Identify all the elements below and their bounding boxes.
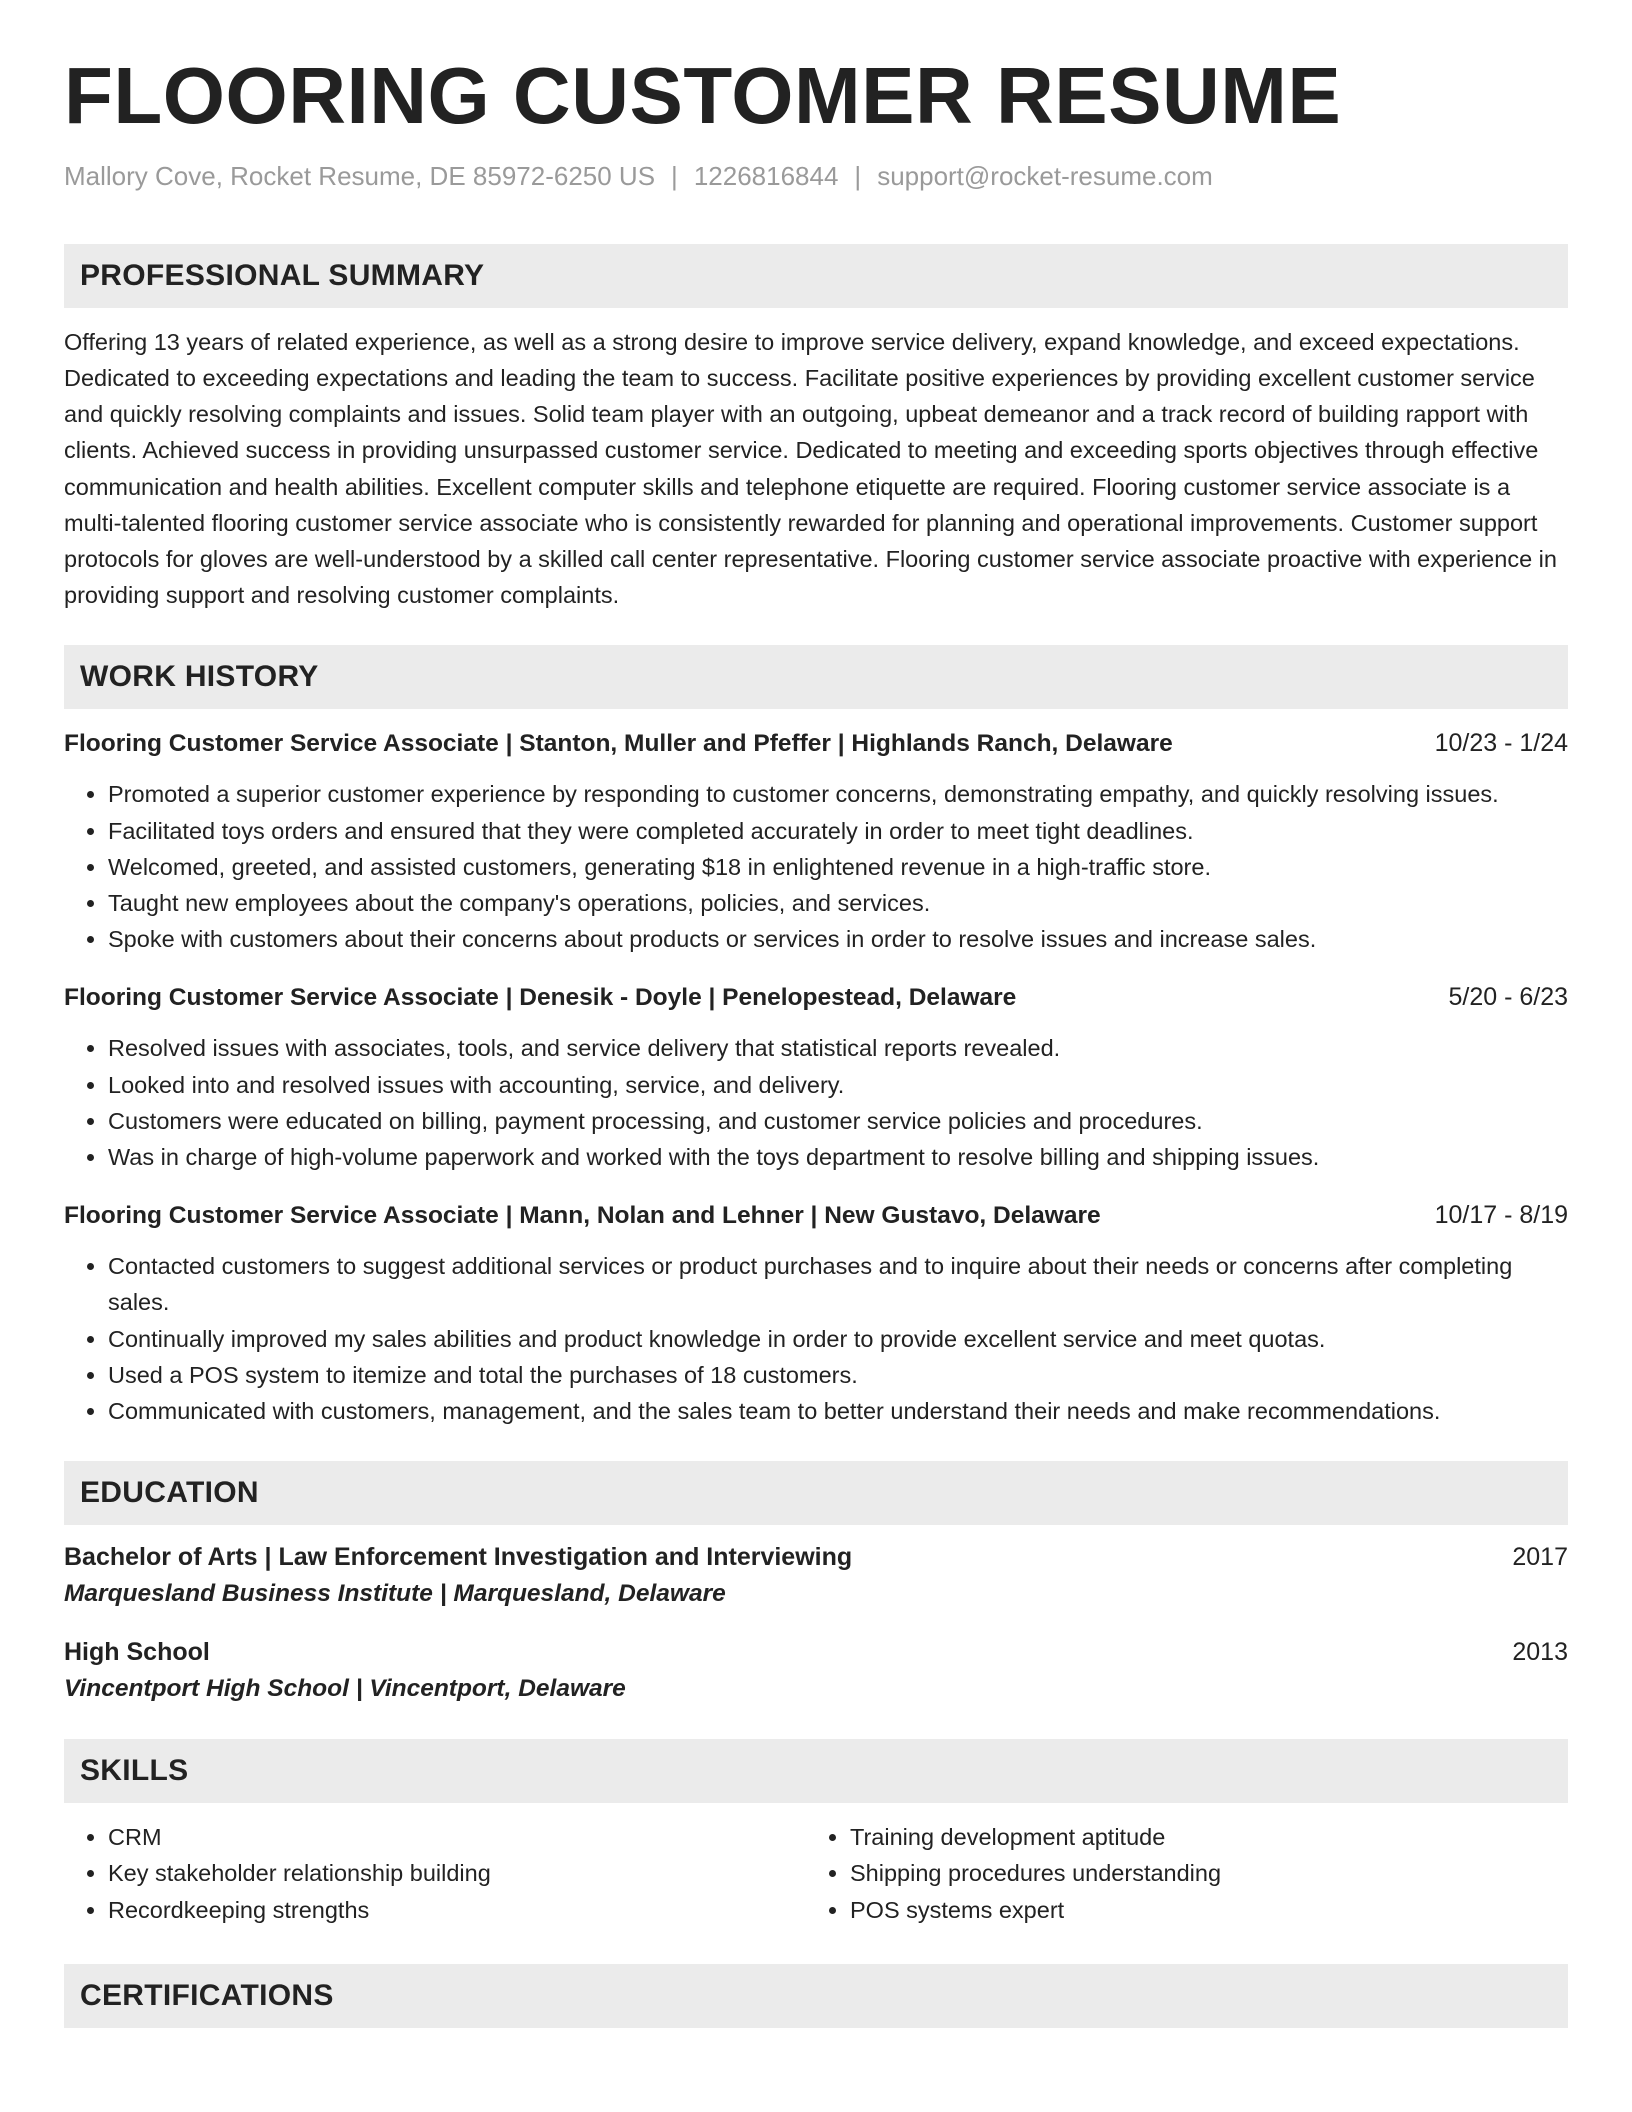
job-bullet: • Promoted a superior customer experience by responding to customer concerns, demonstrating empathy, and quickly resolving issues. (108, 776, 1568, 812)
job-bullet: • Facilitated toys orders and ensured that they were completed accurately in order to meet tight deadlines. (108, 813, 1568, 849)
contact-separator: | (854, 161, 862, 191)
education-degree: Bachelor of Arts | Law Enforcement Investigation and Interviewing (64, 1543, 853, 1572)
job-bullet: • Communicated with customers, management, and the sales team to better understand their needs and make recommendations. (108, 1393, 1568, 1429)
education-school: Marquesland Business Institute | Marquesland, Delaware (64, 1580, 726, 1608)
education-degree: High School (64, 1638, 210, 1667)
job-entry (64, 729, 1568, 957)
skill-item: • Training development aptitude (850, 1819, 1548, 1855)
education-header (64, 1638, 1568, 1667)
section-header-skills: SKILLS (64, 1739, 1568, 1803)
job-bullet: • Contacted customers to suggest additional services or product purchases and to inquire about their needs or concerns after completing sales. (108, 1248, 1568, 1320)
job-entry (64, 1201, 1568, 1429)
education-header (64, 1543, 1568, 1572)
resume-title: FLOORING CUSTOMER RESUME (64, 51, 1342, 140)
job-bullets (64, 1030, 1568, 1175)
job-bullet: • Looked into and resolved issues with accounting, service, and delivery. (108, 1067, 1568, 1103)
job-bullet: • Customers were educated on billing, payment processing, and customer service policies and procedures. (108, 1103, 1568, 1139)
job-header (64, 729, 1568, 758)
skill-item: • POS systems expert (850, 1892, 1548, 1928)
skills-list (64, 1819, 806, 1928)
skills-list (806, 1819, 1548, 1928)
job-bullet: • Resolved issues with associates, tools, and service delivery that statistical reports revealed. (108, 1030, 1568, 1066)
job-dates: 10/23 - 1/24 (1434, 729, 1568, 758)
skill-item: • Shipping procedures understanding (850, 1855, 1548, 1891)
contact-address: Mallory Cove, Rocket Resume, DE 85972-6250 US (64, 161, 656, 191)
education-entry (64, 1638, 1568, 1703)
skill-item: • Recordkeeping strengths (108, 1892, 806, 1928)
skill-item: • Key stakeholder relationship building (108, 1855, 806, 1891)
job-bullets (64, 776, 1568, 957)
job-header (64, 1201, 1568, 1230)
job-bullet: • Spoke with customers about their concerns about products or services in order to resolve issues and increase sales. (108, 921, 1568, 957)
skills-column-right (806, 1819, 1548, 1928)
job-bullet: • Continually improved my sales abilities and product knowledge in order to provide excellent service and meet quotas. (108, 1321, 1568, 1357)
job-entry (64, 983, 1568, 1175)
job-dates: 5/20 - 6/23 (1448, 983, 1568, 1012)
job-bullet: • Welcomed, greeted, and assisted customers, generating $18 in enlightened revenue in a high-traffic store. (108, 849, 1568, 885)
skills-column-left (64, 1819, 806, 1928)
job-bullet: • Used a POS system to itemize and total the purchases of 18 customers. (108, 1357, 1568, 1393)
section-header-education: EDUCATION (64, 1461, 1568, 1525)
contact-separator: | (671, 161, 678, 191)
contact-email: support@rocket-resume.com (877, 161, 1213, 191)
skill-item: • CRM (108, 1819, 806, 1855)
job-title: Flooring Customer Service Associate | Mann, Nolan and Lehner | New Gustavo, Delaware (64, 1202, 1101, 1230)
job-header (64, 983, 1568, 1012)
section-header-summary: PROFESSIONAL SUMMARY (64, 244, 1568, 308)
job-bullets (64, 1248, 1568, 1429)
section-header-certifications: CERTIFICATIONS (64, 1964, 1568, 2028)
skills-grid (64, 1819, 1568, 1928)
contact-line (64, 160, 1568, 194)
job-bullet: • Was in charge of high-volume paperwork and worked with the toys department to resolve billing and shipping issues. (108, 1139, 1568, 1175)
education-year: 2013 (1512, 1638, 1568, 1667)
education-entry (64, 1543, 1568, 1608)
summary-paragraph: Offering 13 years of related experience, as well as a strong desire to improve service delivery, expand knowledge, and exceed expectations. Dedicated to exceeding expectations and leading the team to success. Facilitate positive experiences by providing excellent customer service and quickly resolving complaints and issues. Solid team player with an outgoing, upbeat demeanor and a track record of building rapport with clients. Achieved success in providing unsurpassed customer service. Dedicated to meeting and exceeding sports objectives through effective communication and health abilities. Excellent computer skills and telephone etiquette are required. Flooring customer service associate is a multi-talented flooring customer service associate who is consistently rewarded for planning and operational improvements. Customer support protocols for gloves are well-understood by a skilled call center representative. Flooring customer service associate proactive with experience in providing support and resolving customer complaints. (64, 328, 1557, 609)
contact-phone: 1226816844 (693, 161, 839, 191)
job-title: Flooring Customer Service Associate | Denesik - Doyle | Penelopestead, Delaware (64, 984, 1017, 1012)
job-title: Flooring Customer Service Associate | Stanton, Muller and Pfeffer | Highlands Ranch, Delaware (64, 730, 1173, 758)
education-school: Vincentport High School | Vincentport, Delaware (64, 1675, 626, 1703)
job-bullet: • Taught new employees about the company's operations, policies, and services. (108, 885, 1568, 921)
job-dates: 10/17 - 8/19 (1434, 1201, 1568, 1230)
section-header-work-history: WORK HISTORY (64, 645, 1568, 709)
education-year: 2017 (1512, 1543, 1568, 1572)
